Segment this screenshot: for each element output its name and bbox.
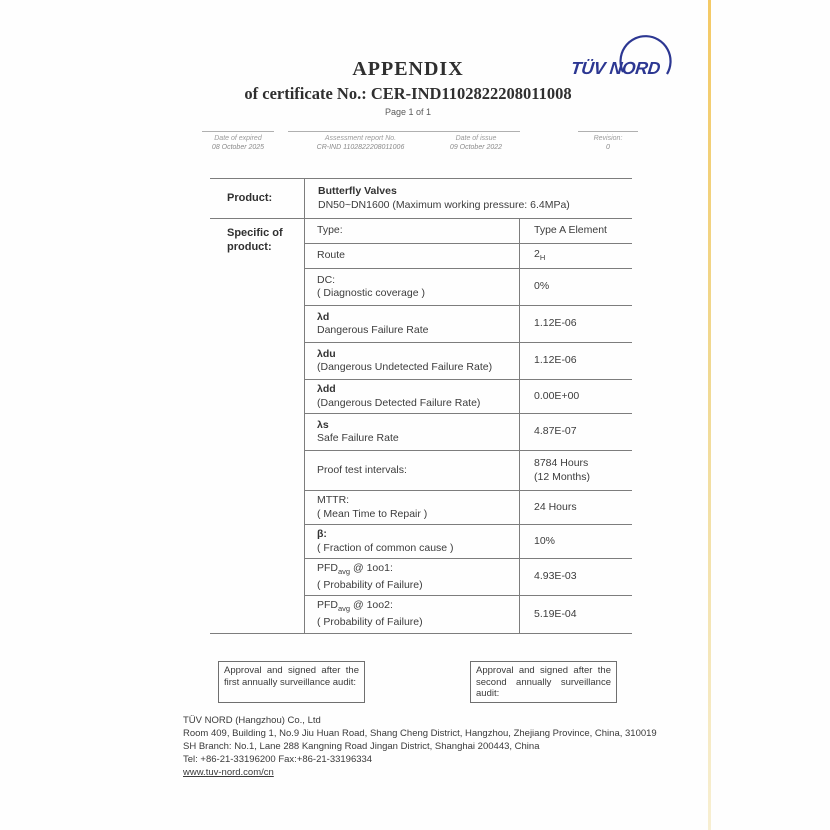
param-value: 0%: [534, 280, 550, 293]
param-value: Type A Element: [534, 224, 607, 237]
approval-box-second-audit: Approval and signed after the second annually surveillance audit:: [470, 661, 617, 703]
product-label: Product:: [210, 179, 305, 218]
param-name: MTTR:: [317, 494, 350, 506]
param-subname: ( Fraction of common cause ): [317, 541, 454, 554]
param-value: 0.00E+00: [534, 389, 580, 402]
param-name: λdu: [317, 347, 336, 360]
footer: [183, 714, 663, 779]
param-name: Proof test intervals:: [317, 463, 407, 476]
meta-revision: [578, 131, 638, 152]
param-value: 4.87E-07: [534, 425, 577, 438]
row-lambda-s: [305, 414, 632, 451]
meta-value: 09 October 2022: [449, 144, 503, 151]
param-name: λs: [317, 418, 329, 431]
page-indicator: Page 1 of 1: [384, 107, 432, 117]
meta-label: Revision:: [593, 135, 623, 142]
param-name: $PFD_{avg}$ @ 1oo2:: [317, 599, 393, 614]
certificate-number-line: of certificate No.: CER-IND1102822208011008: [244, 84, 572, 103]
meta-label: Date of expired: [214, 135, 262, 142]
param-value-line2: (12 Months): [534, 470, 591, 483]
param-subname: ( Probability of Failure): [317, 578, 423, 591]
row-pfd-1oo2: [305, 596, 632, 633]
footer-company: TÜV NORD (Hangzhou) Co., Ltd: [183, 715, 321, 726]
meta-assessment-report: [288, 131, 433, 152]
product-description: DN50~DN1600 (Maximum working pressure: 6.4MPa): [318, 198, 570, 211]
meta-label: Date of issue: [455, 135, 497, 142]
website-link[interactable]: www.tuv-nord.com/cn: [183, 767, 274, 778]
param-value: 10%: [534, 534, 556, 547]
param-value: 8784 Hours: [534, 457, 589, 469]
meta-label: Assessment report No.: [324, 135, 397, 142]
meta-value: 08 October 2025: [211, 144, 265, 151]
param-subname: ( Diagnostic coverage ): [317, 287, 425, 299]
param-subname: (Dangerous Undetected Failure Rate): [317, 361, 493, 373]
param-value: 4.93E-03: [534, 570, 577, 583]
row-lambda-du: [305, 343, 632, 380]
param-subname: ( Probability of Failure): [317, 616, 423, 629]
param-value: 5.19E-04: [534, 607, 577, 620]
param-subname: Safe Failure Rate: [317, 432, 399, 444]
logo-text: TÜV NORD: [570, 58, 662, 78]
row-dc: [305, 269, 632, 306]
meta-value: 0: [606, 144, 610, 151]
specific-of-product-label: Specific of product:: [210, 219, 305, 633]
param-subname: ( Mean Time to Repair ): [317, 507, 428, 520]
certificate-table: [210, 178, 632, 634]
page-title: APPENDIX: [352, 58, 464, 80]
param-value: 1.12E-06: [534, 317, 577, 330]
param-name: λd: [317, 310, 330, 323]
meta-date-of-expired: [202, 131, 274, 152]
meta-value: CR-IND 1102822208011006: [316, 144, 405, 151]
footer-address1: Room 409, Building 1, No.9 Jiu Huan Road, Shang Cheng District, Hangzhou, Zhejiang Province, China, 310019: [183, 728, 657, 739]
product-value: [305, 179, 632, 218]
param-value: $2_H$: [534, 247, 546, 262]
param-name: λdd: [317, 383, 336, 395]
row-type: [305, 219, 632, 244]
specific-section: [210, 219, 632, 633]
row-mttr: [305, 491, 632, 525]
product-name: Butterfly Valves: [318, 185, 397, 197]
param-name: DC:: [317, 273, 336, 286]
param-name: β:: [317, 528, 327, 540]
parameter-rows: [305, 219, 632, 633]
param-name: Route: [317, 249, 346, 262]
row-beta: [305, 525, 632, 559]
row-route: [305, 244, 632, 269]
meta-date-of-issue: [432, 131, 520, 152]
param-name: $PFD_{avg}$ @ 1oo1:: [317, 561, 393, 577]
scan-streak: [708, 0, 711, 830]
product-row: [210, 179, 632, 219]
row-lambda-dd: [305, 380, 632, 414]
row-proof-test: [305, 451, 632, 491]
param-subname: Dangerous Failure Rate: [317, 324, 429, 336]
param-value: 1.12E-06: [534, 354, 577, 367]
row-pfd-1oo1: [305, 559, 632, 596]
footer-address2: SH Branch: No.1, Lane 288 Kangning Road Jingan District, Shanghai 200443, China: [183, 741, 540, 752]
title-block: [0, 58, 816, 117]
row-lambda-d: [305, 306, 632, 343]
param-subname: (Dangerous Detected Failure Rate): [317, 396, 481, 409]
param-value: 24 Hours: [534, 500, 577, 513]
param-name: Type:: [317, 224, 343, 237]
footer-tel-fax: Tel: +86-21-33196200 Fax:+86-21-33196334: [183, 754, 373, 765]
approval-box-first-audit: Approval and signed after the first annually surveillance audit:: [218, 661, 365, 703]
